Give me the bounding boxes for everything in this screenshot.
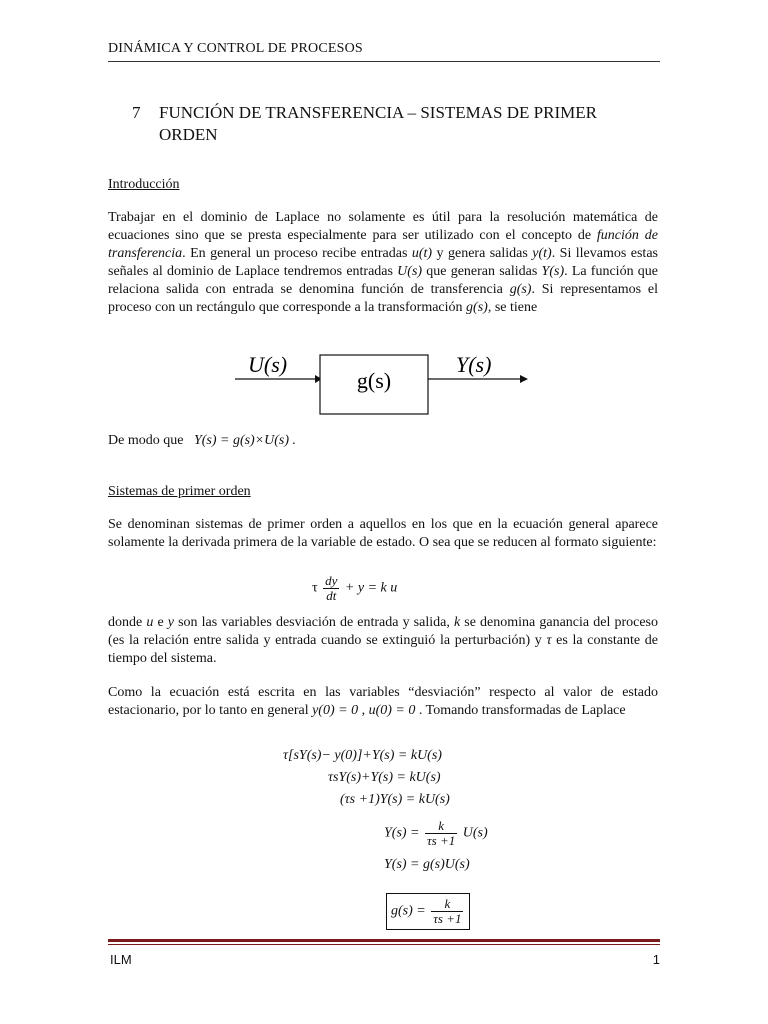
ode-equation [312,574,397,603]
text: . Tomando transformadas de Laplace [415,703,626,718]
eq4-lhs: Y(s) = [384,825,420,841]
text: e [153,615,168,630]
relation-line [108,432,658,450]
footer-author: ILM [110,952,132,967]
term-transfer-function: función de transferencia [108,228,658,261]
text: De modo que [108,433,184,448]
eq4-rhs: U(s) [462,825,488,841]
equation-2: τsY(s)+Y(s) = kU(s) [328,770,441,785]
chapter-heading [108,102,648,146]
ode-rest: + y = k u [344,580,398,596]
text: es la constante de tiempo del sistema. [108,633,658,666]
diagram-output-label: Y(s) [456,352,492,377]
fraction-numerator: k [425,819,457,834]
first-order-paragraph [108,516,658,552]
fraction-numerator: k [431,897,463,912]
math-g-s: g(s) [466,300,488,315]
diagram-input-label: U(s) [248,352,288,377]
text: . Si llevamos estas señales al dominio de Laplace tendremos entradas [108,246,658,279]
text: , se tiene [487,300,538,315]
derivative-fraction [323,574,339,603]
math-g-s: g(s) [509,282,532,297]
math-u: u [146,615,154,630]
math-u-t: u(t) [411,246,433,261]
text: donde [108,615,147,630]
fraction-denominator: τs +1 [433,911,462,926]
text: son las variables desviación de entrada y salida, [173,615,454,630]
footer-rule [108,939,660,942]
text: que generan salidas [422,264,542,279]
diagram-block-label: g(s) [356,368,392,393]
header-rule [108,61,660,62]
math-tau: τ [546,633,552,648]
math-y-t: y(t) [532,246,552,261]
equation-4 [384,819,488,848]
eq4-fraction [425,819,457,848]
text: se denomina ganancia del proceso (es la relación entre salida y entrada cuando se extinguió la perturbación) y [108,615,658,648]
relation-equation: Y(s) = g(s)×U(s) . [193,433,297,448]
equation-3: (τs +1)Y(s) = kU(s) [340,792,450,807]
text: , [358,703,369,718]
section-heading-first-order: Sistemas de primer orden [108,484,251,499]
tau-symbol: τ [312,580,318,596]
fraction-denominator: τs +1 [427,833,456,848]
math-Y-s: Y(s) [541,264,565,279]
math-U-s: U(s) [397,264,423,279]
text: . Si representamos el proceso con un rectángulo que corresponde a la transformación [108,282,658,315]
boxed-transfer-function [386,893,470,930]
text: . La función que relaciona salida con entrada se denomina función de transferencia [108,264,658,297]
variables-paragraph [108,614,658,668]
block-diagram [230,350,550,420]
text: Trabajar en el dominio de Laplace no solamente es útil para la resolución matemática de ecuaciones sino que se presta especialmente para ser utilizado con el concepto de [108,210,658,243]
text: Se denominan sistemas de primer orden a aquellos en los que en la ecuación general aparece solamente la derivada primera de la variable de estado. O sea que se reducen al formato siguiente: [108,517,658,550]
math-k: k [453,615,461,630]
math-y: y [167,615,174,630]
text: Como la ecuación está escrita en las variables “desviación” respecto al valor de estado estacionario, por lo tanto en general [108,685,658,718]
text: . En general un proceso recibe entradas [182,246,412,261]
page-number: 1 [652,952,660,967]
text: y genera salidas [432,246,533,261]
running-header: DINÁMICA Y CONTROL DE PROCESOS [108,41,363,56]
chapter-title: FUNCIÓN DE TRANSFERENCIA – SISTEMAS DE PRIMER ORDEN [159,103,597,144]
math-u0: u(0) = 0 [368,703,416,718]
equation-5: Y(s) = g(s)U(s) [384,857,470,872]
fraction-denominator: dt [326,588,337,603]
output-arrowhead [520,375,528,383]
eq6-fraction [431,897,463,926]
deviation-paragraph [108,684,658,720]
intro-paragraph [108,209,658,317]
chapter-number: 7 [132,103,141,122]
fraction-numerator: dy [325,573,338,588]
eq6-lhs: g(s) = [391,903,426,919]
footer-rule-thin [108,944,660,945]
section-heading-intro: Introducción [108,177,180,192]
math-y0: y(0) = 0 [312,703,359,718]
equation-1: τ[sY(s)− y(0)]+Y(s) = kU(s) [283,748,442,763]
